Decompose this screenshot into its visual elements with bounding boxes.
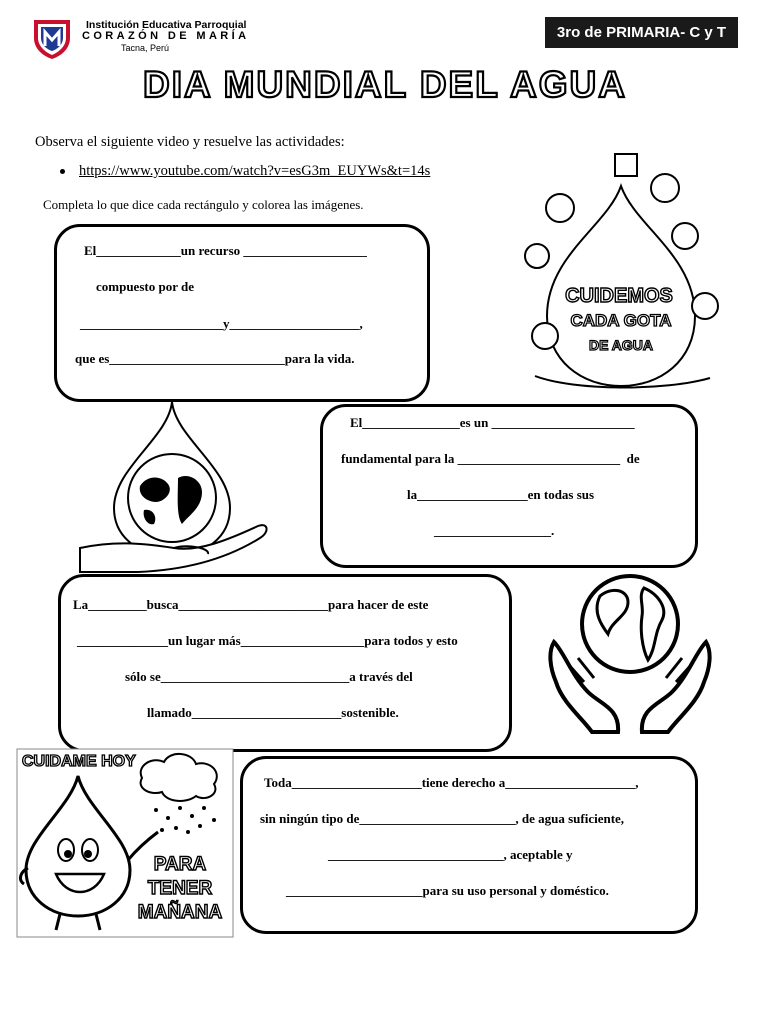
box1-line: compuesto por de <box>96 279 194 294</box>
box2-line: __________________. <box>434 523 555 538</box>
cuidame-poster-image <box>16 748 234 938</box>
school-shield-logo <box>30 16 74 60</box>
video-link-item <box>60 163 430 180</box>
poster-cuidame-bottom: MAÑANA <box>137 902 223 923</box>
box1-line: que es___________________________para la vida. <box>75 351 355 366</box>
poster-cuidemos-line: CUIDEMOS <box>565 285 673 307</box>
box4-line: Toda____________________tiene derecho a____________________, <box>264 775 639 790</box>
poster-cuidame-bottom: TENER <box>147 878 213 899</box>
page-title <box>90 63 680 105</box>
page-title-text: DIA MUNDIAL DEL AGUA <box>143 64 627 105</box>
box1-line: ______________________y____________________, <box>80 316 363 331</box>
box3-line: sólo se_____________________________a través del <box>125 669 413 684</box>
poster-cuidame-top: CUIDAME HOY <box>22 753 136 770</box>
school-name-line1: Institución Educativa Parroquial <box>86 19 247 31</box>
task-instruction: Completa lo que dice cada rectángulo y colorea las imágenes. <box>43 197 364 212</box>
box4-line: sin ningún tipo de________________________, de agua suficiente, <box>260 811 625 826</box>
box3-line: La_________busca_______________________para hacer de este <box>73 597 429 612</box>
grade-badge: 3ro de PRIMARIA- C y T <box>545 17 738 48</box>
box3-line: ______________un lugar más___________________para todos y esto <box>77 633 458 648</box>
fill-in-box-2 <box>320 404 698 568</box>
poster-cuidame-bottom: PARA <box>153 854 207 875</box>
box4-line: ___________________________, aceptable y <box>328 847 573 862</box>
box2-line: El_______________es un ______________________ <box>350 415 635 430</box>
box2-line: fundamental para la _________________________ de <box>341 451 640 466</box>
bullet-icon <box>60 169 65 174</box>
cuidemos-poster-image <box>515 146 727 392</box>
school-name-line2: CORAZÓN DE MARÍA <box>82 30 250 42</box>
box2-line: la_________________en todas sus <box>407 487 595 502</box>
fill-in-box-4 <box>240 756 698 934</box>
earth-in-hands-image <box>548 572 712 740</box>
instructions-intro: Observa el siguiente video y resuelve las actividades: <box>35 134 345 150</box>
fill-in-box-3 <box>58 574 512 752</box>
video-link[interactable]: https://www.youtube.com/watch?v=esG3m_EUYWs&t=14s <box>79 163 431 179</box>
box3-line: llamado_______________________sostenible. <box>147 705 399 720</box>
box1-line: El_____________un recurso ___________________ <box>84 243 367 258</box>
poster-cuidemos-line: DE AGUA <box>588 337 654 353</box>
earth-drop-hand-image <box>78 398 270 576</box>
school-location: Tacna, Perú <box>121 43 170 53</box>
box4-line: _____________________para su uso personal y doméstico. <box>286 883 609 898</box>
fill-in-box-1 <box>54 224 430 402</box>
poster-cuidemos-line: CADA GOTA <box>570 311 672 330</box>
